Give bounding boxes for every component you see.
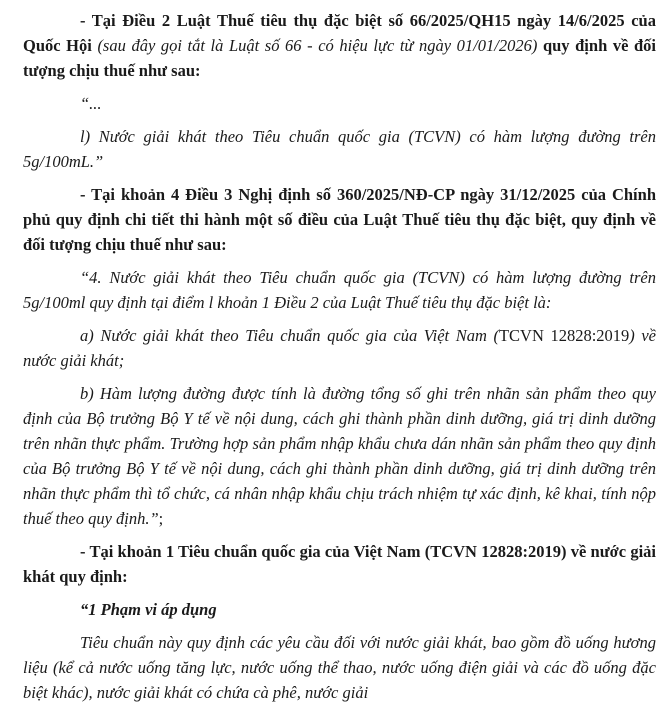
paragraph-law-66 <box>23 8 656 83</box>
item-a-text: a) Nước giải khát theo Tiêu chuẩn quốc gia của Việt Nam ( <box>80 326 499 345</box>
law-66-tail: quy định về đối tượng chịu thuế như sau: <box>23 36 656 80</box>
paragraph-tcvn: - Tại khoản 1 Tiêu chuẩn quốc gia của Việt Nam (TCVN 12828:2019) về nước giải khát quy định: <box>23 542 656 586</box>
law-66-note: (sau đây gọi tắt là Luật số 66 - có hiệu lực từ ngày 01/01/2026) <box>97 36 538 55</box>
item-a-code: TCVN 12828:2019 <box>498 326 630 345</box>
document-page <box>23 8 656 705</box>
item-b-text: b) Hàm lượng đường được tính là đường tổng số ghi trên nhãn sản phẩm theo quy định của Bộ trưởng Bộ Y tế về nội dung, cách ghi thành phần dinh dưỡng, giá trị dinh dưỡng trên nhãn thực phẩm. Trường hợp sản phẩm nhập khẩu chưa dán nhãn sản phẩm theo quy định của Bộ trưởng Bộ Y tế về nội dung, cách ghi thành phần dinh dưỡng, giá trị dinh dưỡng trên nhãn thực phẩm thì tổ chức, cá nhân nhập khẩu chịu trách nhiệm tự xác định, kê khai, tính nộp thuế theo quy định.” <box>23 384 656 528</box>
law-66-lead: - Tại Điều 2 Luật Thuế tiêu thụ đặc biệt số 66/2025/QH15 ngày 14/6/2025 của Quốc Hội <box>23 11 656 55</box>
item-a-end: ) về nước giải khát; <box>23 326 656 370</box>
quote-1-open: “... <box>80 94 102 113</box>
quote-2-item-4: “4. Nước giải khát theo Tiêu chuẩn quốc gia (TCVN) có hàm lượng đường trên 5g/100ml quy định tại điểm l khoản 1 Điều 2 của Luật Thuế tiêu thụ đặc biệt là: <box>23 268 656 312</box>
quote-2-item-b <box>23 381 656 531</box>
item-b-suffix: ; <box>158 509 164 528</box>
paragraph-decree-360: - Tại khoản 4 Điều 3 Nghị định số 360/2025/NĐ-CP ngày 31/12/2025 của Chính phủ quy định chi tiết thi hành một số điều của Luật Thuế tiêu thụ đặc biệt, quy định về đối tượng chịu thuế như sau: <box>23 185 656 254</box>
section-heading: “1 Phạm vi áp dụng <box>80 600 217 619</box>
quote-1-body: l) Nước giải khát theo Tiêu chuẩn quốc gia (TCVN) có hàm lượng đường trên 5g/100mL.” <box>23 127 656 171</box>
section-body: Tiêu chuẩn này quy định các yêu cầu đối với nước giải khát, bao gồm đồ uống hương liệu (kể cả nước uống tăng lực, nước uống thể thao, nước uống điện giải và các đồ uống đặc biệt khác), nước giải khát có chứa cà phê, nước giải <box>23 633 656 702</box>
quote-2-item-a <box>23 323 656 373</box>
